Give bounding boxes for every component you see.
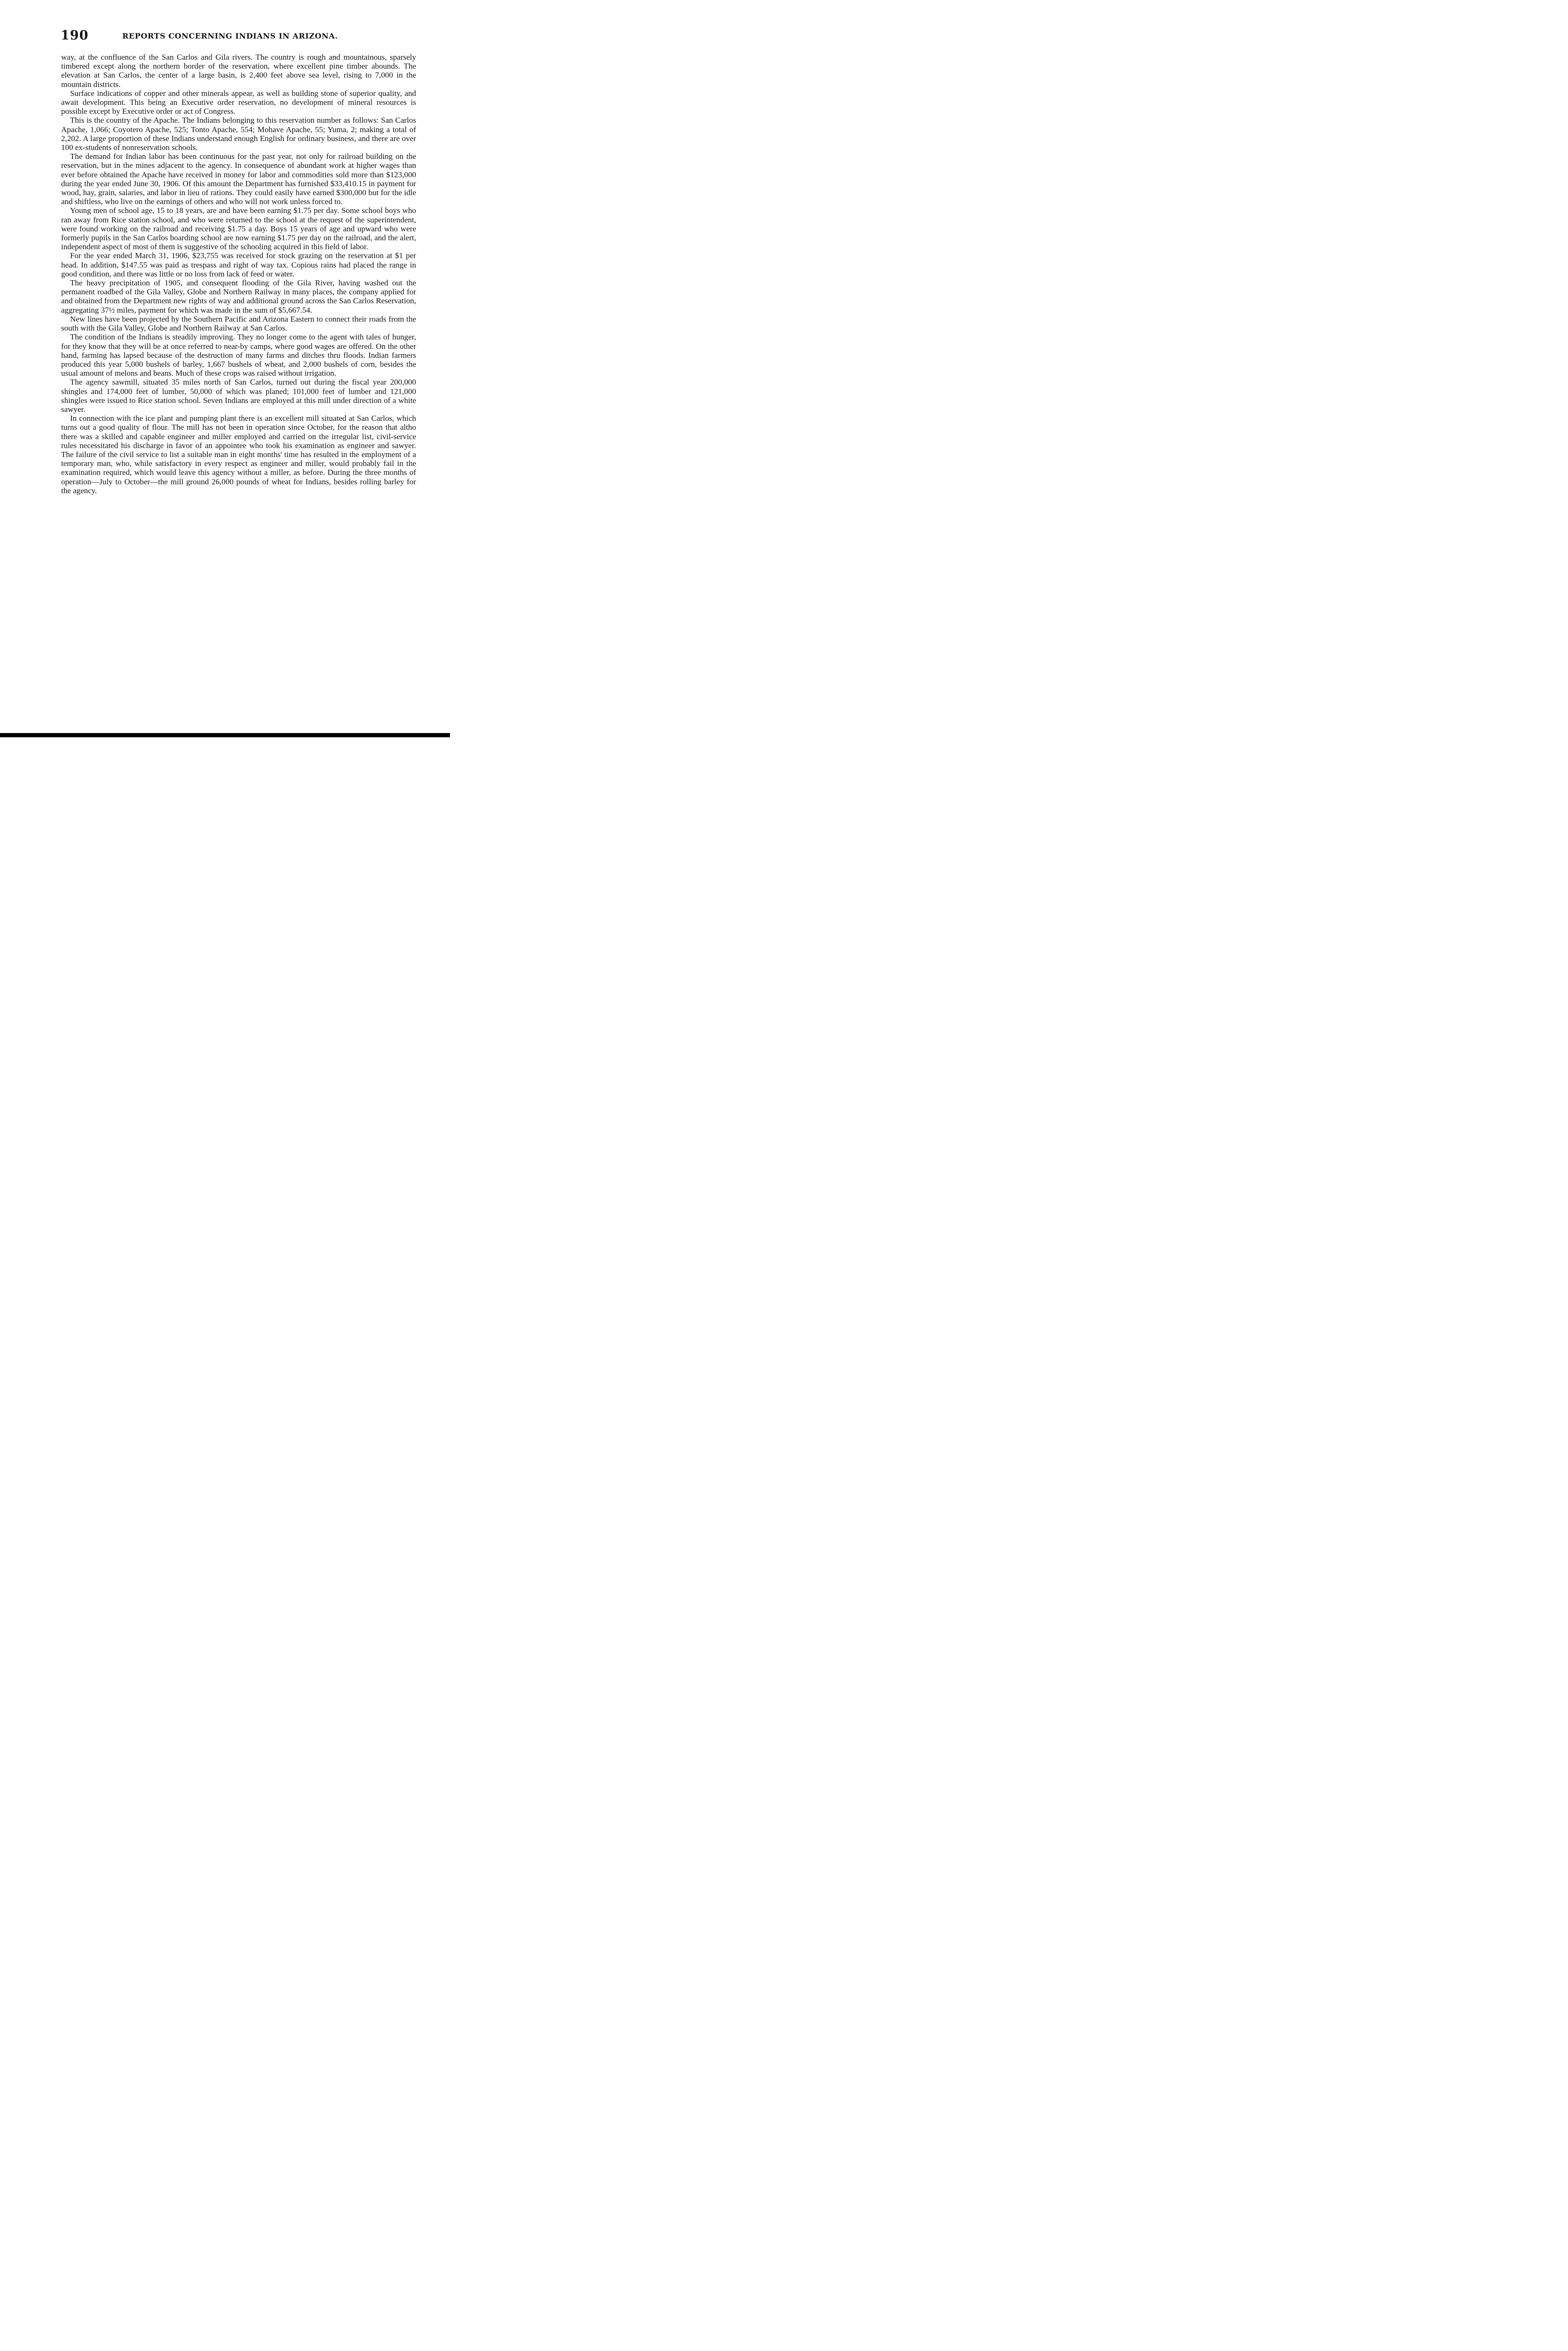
paragraph-continued: way, at the confluence of the San Carlos and Gila rivers. The country is rough and mountainous, sparsely timbered except along the northern border of the reservation, where excellent pine timber abounds. The elevation at San Carlos, the center of a large basin, is 2,400 feet above sea level, rising to 7,000 in the mountain districts.: [61, 53, 416, 89]
running-head: [61, 28, 416, 44]
paragraph-minerals: Surface indications of copper and other minerals appear, as well as building stone of superior quality, and await development. This being an Executive order reservation, no development of mineral resources is possible except by Executive order or act of Congress.: [61, 88, 416, 116]
paragraph-condition: The condition of the Indians is steadily improving. They no longer come to the agent with tales of hunger, for they know that they will be at once referred to near-by camps, where good wages are offered. On the other hand, farming has lapsed because of the destruction of many farms and ditches thru floods. Indian farmers produced this year 5,000 bushels of barley, 1,667 bushels of wheat, and 2,000 bushels of corn, besides the usual amount of melons and beans. Much of these crops was raised without irrigation.: [61, 332, 416, 378]
paragraph-population: This is the country of the Apache. The Indians belonging to this reservation number as follows: San Carlos Apache, 1,066; Coyotero Apache, 525; Tonto Apache, 554; Mohave Apache, 55; Yuma, 2; making a total of 2,202. A large proportion of these Indians understand enough English for ordinary business, and there are over 100 ex-students of nonreservation schools.: [61, 116, 416, 152]
document-page: [0, 0, 450, 737]
paragraph-new-lines: New lines have been projected by the Southern Pacific and Arizona Eastern to connect their roads from the south with the Gila Valley, Globe and Northern Railway at San Carlos.: [61, 314, 416, 333]
running-title: REPORTS CONCERNING INDIANS IN ARIZONA.: [122, 32, 338, 40]
paragraph-sawmill: The agency sawmill, situated 35 miles north of San Carlos, turned out during the fiscal year 200,000 shingles and 174,000 feet of lumber, 50,000 of which was planed; 101,000 feet of lumber and 121,000 shingles were issued to Rice station school. Seven Indians are employed at this mill under direction of a white sawyer.: [61, 378, 416, 414]
paragraph-railway-flooding: The heavy precipitation of 1905, and consequent flooding of the Gila River, having washed out the permanent roadbed of the Gila Valley, Globe and Northern Railway in many places, the company applied for and obtained from the Department new rights of way and additional ground across the San Carlos Reservation, aggregating 37½ miles, payment for which was made in the sum of $5,667.54.: [61, 278, 416, 315]
bottom-border: [0, 733, 450, 737]
paragraph-labor-demand: The demand for Indian labor has been continuous for the past year, not only for railroad building on the reservation, but in the mines adjacent to the agency. In consequence of abundant work at higher wages than ever before obtained the Apache have received in money for labor and commodities sold more than $123,000 during the year ended June 30, 1906. Of this amount the Department has furnished $33,410.15 in payment for wood, hay, grain, salaries, and labor in lieu of rations. They could easily have earned $300,000 but for the idle and shiftless, who live on the earnings of others and who will not work unless forced to.: [61, 152, 416, 206]
paragraph-grazing: For the year ended March 31, 1906, $23,755 was received for stock grazing on the reservation at $1 per head. In addition, $147.55 was paid as trespass and right of way tax. Copious rains had placed the range in good condition, and there was little or no loss from lack of feed or water.: [61, 251, 416, 278]
page-number: 190: [61, 28, 89, 43]
body-text: [61, 53, 416, 495]
paragraph-flour-mill: In connection with the ice plant and pumping plant there is an excellent mill situated at San Carlos, which turns out a good quality of flour. The mill has not been in operation since October, for the reason that altho there was a skilled and capable engineer and miller employed and carried on the irregular list, civil-service rules necessitated his discharge in favor of an appointee who took his examination as engineer and sawyer. The failure of the civil service to list a suitable man in eight months' time has resulted in the employment of a temporary man, who, while satisfactory in every respect as engineer and miller, would probably fail in the examination required, which would leave this agency without a miller, as before. During the three months of operation—July to October—the mill ground 26,000 pounds of wheat for Indians, besides rolling barley for the agency.: [61, 414, 416, 495]
paragraph-young-men: Young men of school age, 15 to 18 years, are and have been earning $1.75 per day. Some school boys who ran away from Rice station school, and who were returned to the school at the request of the superintendent, were found working on the railroad and receiving $1.75 a day. Boys 15 years of age and upward who were formerly pupils in the San Carlos boarding school are now earning $1.75 per day on the railroad, and the alert, independent aspect of most of them is suggestive of the schooling acquired in this field of labor.: [61, 206, 416, 252]
